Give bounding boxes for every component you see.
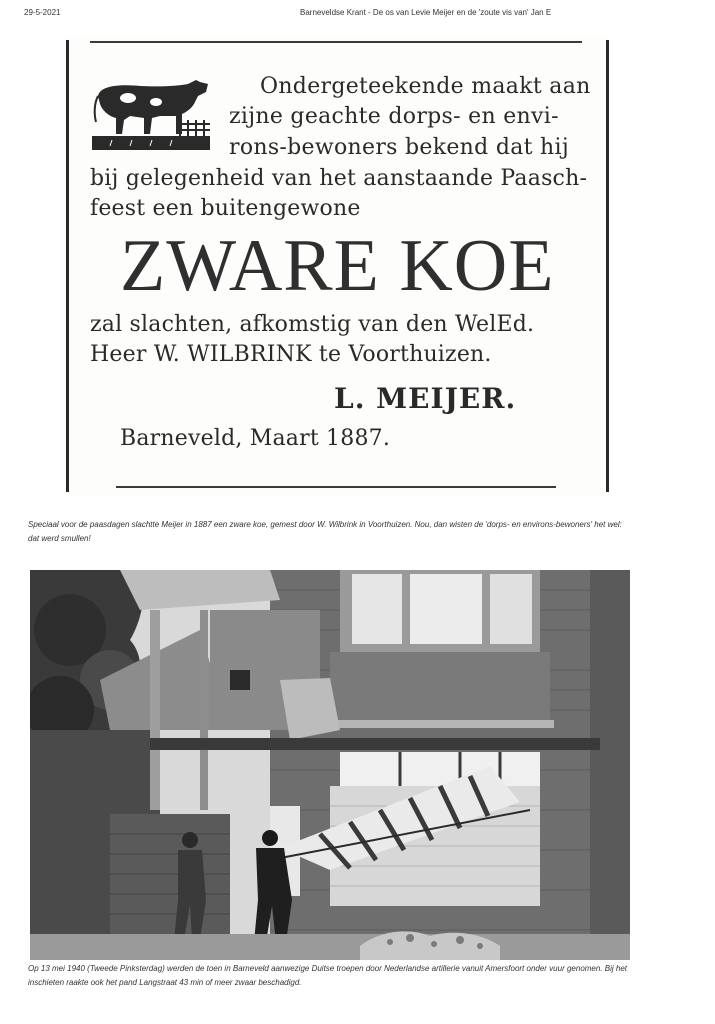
ad-text-line: zal slachten, afkomstig van den WelEd.	[90, 312, 535, 337]
ad-place-date: Barneveld, Maart 1887.	[120, 426, 391, 451]
frame-right-border	[606, 40, 609, 492]
bottom-rule	[116, 486, 556, 488]
advertisement-caption: Speciaal voor de paasdagen slachtte Meijer in 1887 een zware koe, gemest door W. Wilbrink in Voorthuizen. Nou, dan wisten de 'dorps- en environs-bewoners' het wel: dat werd smullen!	[28, 520, 622, 543]
print-date: 29-5-2021	[24, 8, 61, 17]
photo-caption: Op 13 mei 1940 (Tweede Pinksterdag) werden de toen in Barneveld aanwezige Duitse troepen door Nederlandse artillerie vanuit Amersfoort onder vuur genomen. Bij het inschieten raakte ook het pand Langstraat 43 min of meer zwaar beschadigd.	[28, 964, 628, 987]
ad-text-line: rons-bewoners bekend dat hij	[229, 135, 569, 160]
photo-drawing	[30, 570, 630, 960]
ad-text-line: Heer W. WILBRINK te Voorthuizen.	[90, 342, 492, 367]
frame-left-border	[66, 40, 69, 492]
ad-text-line: feest een buitengewone	[90, 196, 361, 221]
cow-illustration	[90, 74, 212, 154]
ad-text-line: Ondergeteekende maakt aan	[260, 74, 591, 99]
ad-signature: L. MEIJER.	[334, 382, 517, 415]
ad-headline: ZWARE KOE	[120, 225, 555, 307]
page-header	[0, 8, 715, 22]
top-rule	[90, 41, 582, 43]
damaged-house-photo	[30, 570, 630, 960]
ad-text-line: zijne geachte dorps- en envi-	[229, 104, 559, 129]
ad-text-line: bij gelegenheid van het aanstaande Paasch-	[90, 166, 588, 191]
advertisement-clipping	[66, 36, 609, 496]
page-title: Barneveldse Krant - De os van Levie Meijer en de 'zoute vis van' Jan E	[300, 8, 552, 17]
